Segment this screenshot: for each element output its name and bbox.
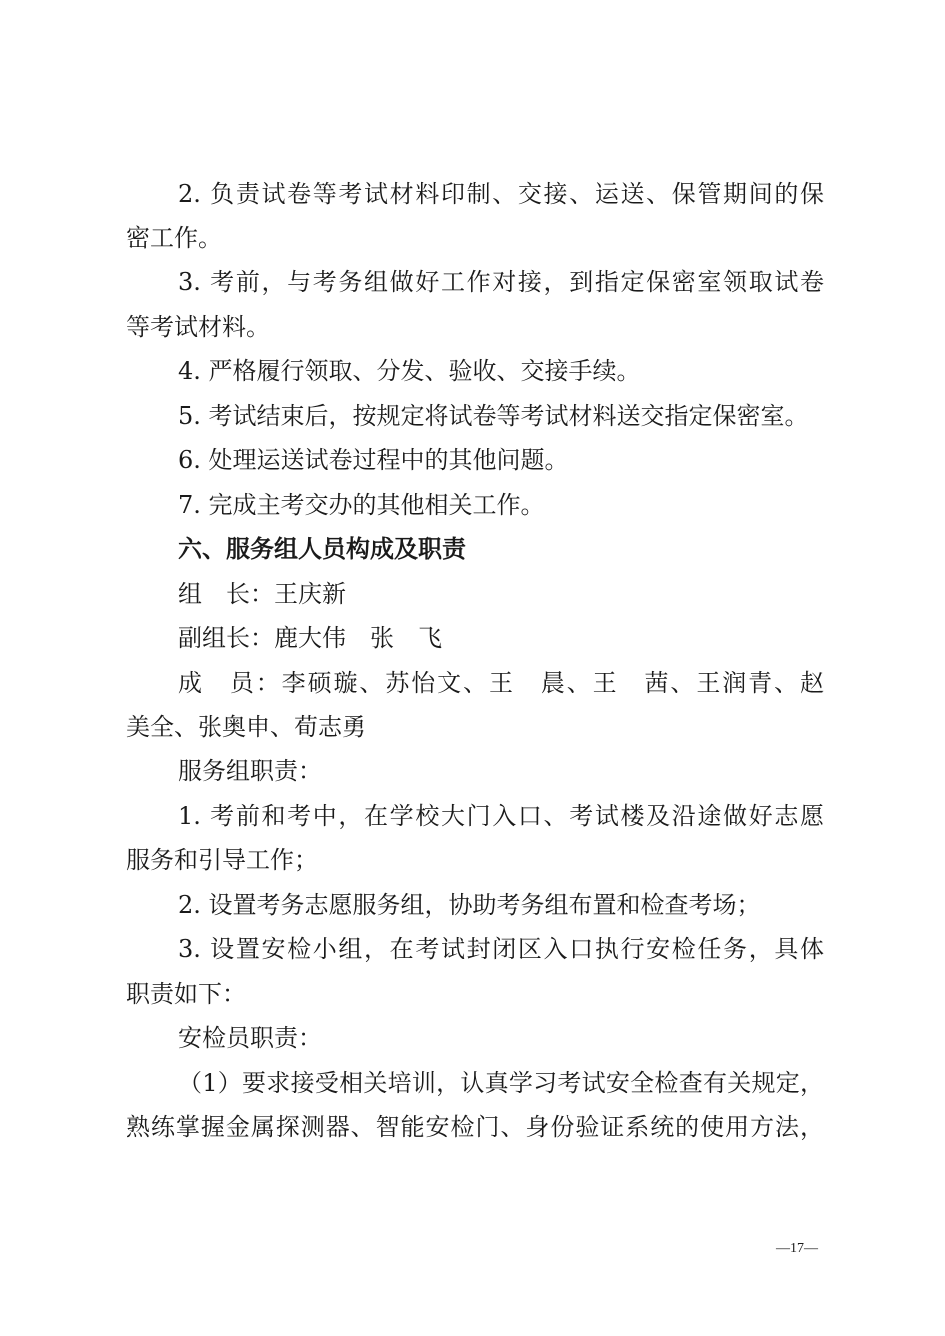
text-line: 4. 严格履行领取、分发、验收、交接手续。 <box>178 357 641 385</box>
text-line: 成 员：李硕璇、苏怡文、王 晨、王 茜、王润青、赵 <box>178 669 824 697</box>
section-heading: 六、服务组人员构成及职责 <box>178 535 466 563</box>
text-line: 服务组职责： <box>178 757 322 785</box>
text-line: 2. 负责试卷等考试材料印制、交接、运送、保管期间的保 <box>178 180 824 208</box>
text-line: （1）要求接受相关培训，认真学习考试安全检查有关规定， <box>178 1069 824 1097</box>
text-line: 熟练掌握金属探测器、智能安检门、身份验证系统的使用方法， <box>126 1113 824 1141</box>
text-line: 3. 设置安检小组，在考试封闭区入口执行安检任务，具体 <box>178 935 824 963</box>
text-line: 服务和引导工作； <box>126 846 318 874</box>
text-line: 副组长：鹿大伟 张 飞 <box>178 624 442 652</box>
text-line: 密工作。 <box>126 224 222 252</box>
text-line: 等考试材料。 <box>126 313 270 341</box>
page-number: —17— <box>776 1241 818 1256</box>
text-line: 职责如下： <box>126 980 246 1008</box>
text-line: 1. 考前和考中，在学校大门入口、考试楼及沿途做好志愿 <box>178 802 824 830</box>
text-line: 美全、张奥申、荀志勇 <box>126 713 366 741</box>
text-line: 7. 完成主考交办的其他相关工作。 <box>178 491 545 519</box>
text-line: 组 长：王庆新 <box>178 580 346 608</box>
text-line: 6. 处理运送试卷过程中的其他问题。 <box>178 446 569 474</box>
text-line: 3. 考前，与考务组做好工作对接，到指定保密室领取试卷 <box>178 268 824 296</box>
text-line: 安检员职责： <box>178 1024 322 1052</box>
text-line: 2. 设置考务志愿服务组，协助考务组布置和检查考场； <box>178 891 761 919</box>
text-line: 5. 考试结束后，按规定将试卷等考试材料送交指定保密室。 <box>178 402 809 430</box>
